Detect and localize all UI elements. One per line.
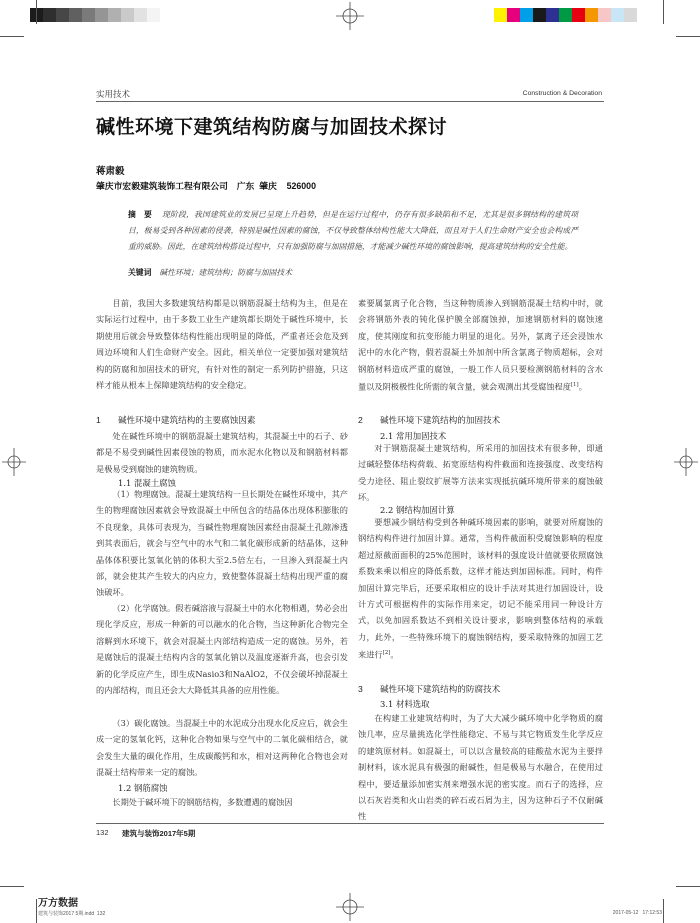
common-reinforcement-text: 对于钢筋混凝土建筑结构，所采用的加固技术有很多种，即通过碱轻整体结构荷载、拓宽原结构构件截面和连接强度、改变结构受力途径、阻止裂纹扩展等方法来实现抵抗碱环境所带来的腐蚀破坏。 [358,443,603,503]
color-swatch [624,8,637,22]
physical-corrosion-text: （1）物理腐蚀。混凝土建筑结构一旦长期处在碱性环境中，其产生的物理腐蚀因素就会导致混凝土中所包含的结晶体出现体积膨胀的不良现象，具体可表现为，当碱性物理腐蚀因素经由混凝土孔隙渗透到其表面后，就会与空气中的水气和二氧化碳形成新的结晶体，这种晶体体积要比氢氧化钠的体积大至2.5倍左右，一旦渗入到混凝土内部，就会使其产生较大的内应力，致使整体混凝土结构出现严重的腐蚀破坏。 [96,489,348,598]
section-1-2-heading: 1.2 钢筋腐蚀 [118,783,168,793]
color-swatch [598,8,611,22]
color-swatch [572,8,585,22]
color-swatch [585,8,598,22]
footer-rule [96,823,604,824]
steel-calculation-text: 要想减少钢结构受到各种碱环境因素的影响，就要对所腐蚀的钢结构构件进行加固计算。通常，当构件截面积受腐蚀影响的程度超过原截面面积的25%范围时，该材料的强度设计值就要依照腐蚀系数来乘以相应的降低系数，这样才能达到加固标准。同时，构件加固计算完毕后，还要采取相应的设计手法对其进行加固设计，设计方式可根据构件的实际作用来定，切记不能采用同一种设计方式，以免加固系数达不到相关设计要求，影响到整体结构的承载力，此外，一些特殊环境下的腐蚀钢结构，要采取特殊的加固工艺来进行 [358,517,603,660]
crop-mark [676,886,700,887]
section-2-1-heading: 2.1 常用加固技术 [380,431,447,441]
common-reinforcement-block [358,440,603,506]
rebar-continued-block [358,295,603,395]
chemical-corrosion-text: （2）化学腐蚀。假若碱溶液与混凝土中的水化物相遇，势必会出现化学反应，形成一种新的可以融水的化合物，当这种新化合物完全溶解到水环境下，就会对混凝土内部结构造成一定的腐蚀。另外，若是腐蚀后的混凝土结构内含的氢氧化钠以及温度逐渐升高，也会引发新的化学反应产生，即生成Nasio3和NaAlO2，不仅会破坏掉混凝土的内部结构，而且还会大大降低其具备的应用性能。 [96,603,348,696]
gray-swatch [147,8,160,22]
running-header-english: Construction & Decoration [522,90,602,97]
chemical-corrosion-block [96,600,348,698]
steel-calculation-block [358,514,603,663]
citation-2: [2] [382,650,391,657]
citation-1: [1] [570,382,579,389]
crop-mark [0,886,24,887]
color-swatch [533,8,546,22]
steel-calculation-paragraph: 要想减少钢结构受到各种碱环境因素的影响，就要对所腐蚀的钢结构构件进行加固计算。通常，当构件截面积受腐蚀影响的程度超过原截面面积的25%范围时，该材料的强度设计值就要依照腐蚀系数来乘以相应的降低系数，这样才能达到加固标准。同时，构件加固计算完毕后，还要采取相应的设计手法对其进行加固设计，设计方式可根据构件的实际作用来定，切记不能采用同一种设计方式，以免加固系数达不到相关设计要求，影响到整体结构的承载力，此外，一些特殊环境下的腐蚀钢结构，要采取特殊的加固工艺来进行[2]。 [358,517,603,660]
crop-mark [676,36,700,37]
gray-swatch [69,8,82,22]
color-swatch [546,8,559,22]
section-3-heading: 3 碱性环境下建筑结构的防腐技术 [358,684,501,694]
footer-journal-name: 建筑与装饰2017年5期 [122,829,196,838]
rebar-continued-text: 素要属氯离子化合物，当这种物质渗入到钢筋混凝土结构中时，就会将钢筋外表的钝化保护膜全部腐蚀掉，加速钢筋材料的腐蚀速度，使其刚度和抗变形能力明显的退化。另外，氯离子还会浸蚀水泥中的水化产物，假若混凝土外加剂中所含氯离子物质超标，会对钢筋材料造成严重的腐蚀，一般工作人员只要检测钢筋材料的含水量以及阴极极性化所需的氧含量，就会观测出其受腐蚀程度 [358,298,603,392]
section-3-1-heading: 3.1 材料选取 [380,699,430,709]
color-swatch [494,8,507,22]
crop-mark [663,899,664,923]
article-title: 碱性环境下建筑结构防腐与加固技术探讨 [96,117,448,138]
author-name: 蒋肃毅 [96,166,125,177]
keywords-text: 碱性环境；建筑结构；防腐与加固技术 [159,268,292,277]
crop-mark [663,0,664,24]
wanfang-logo: 万方数据 [38,898,78,909]
physical-corrosion-block [96,486,348,601]
rebar-corrosion-text: 长期处于碱环境下的钢筋结构，多数遭遇的腐蚀因 [112,797,293,807]
gray-swatch [121,8,134,22]
color-swatch [611,8,624,22]
carbonation-block [96,715,348,781]
material-selection-block [358,710,603,825]
material-selection-text: 在构建工业建筑结构时，为了大大减少碱环境中化学物质的腐蚀几率，应尽量挑选化学性能稳定、不易与其它物质发生化学反应的建筑原材料。如混凝土，可以以含量较高的硅酸盐水泥为主要拌制材料，该水泥具有极强的耐碱性，但是极易与水融合，在使用过程中，要适量添加密实剂来增强水泥的密实度。而石子的选择，应以石灰岩类和火山岩类的碎石或石屑为主，因为这种石子不仅耐碱性 [358,713,603,822]
keywords-block [128,267,292,278]
intro-text: 目前，我国大多数建筑结构都是以钢筋混凝土结构为主，但是在实际运行过程中，由于多数工业生产建筑都长期处于碱性环境中，长期使用后就会导致整体结构性能出现明显的降低，严重者还会危及到周边环境和人们生命财产安全。因此，相关单位一定要加强对建筑结构的防腐和加固技术的研究，有针对性的制定一系列防护措施，只这样才能从根本上保障建筑结构的安全稳定。 [96,298,348,391]
author-affiliation: 肇庆市宏毅建筑装饰工程有限公司 广东 肇庆 526000 [96,181,316,191]
footer-page-number: 132 [96,828,109,837]
crop-mark [0,36,24,37]
registration-mark-bottom [336,893,364,921]
rebar-continued-paragraph: 素要属氯离子化合物，当这种物质渗入到钢筋混凝土结构中时，就会将钢筋外表的钝化保护膜全部腐蚀掉，加速钢筋材料的腐蚀速度，使其刚度和抗变形能力明显的退化。另外，氯离子还会浸蚀水泥中的水化产物，假若混凝土外加剂中所含氯离子物质超标，会对钢筋材料造成严重的腐蚀，一般工作人员只要检测钢筋材料的含水量以及阴极极性化所需的氧含量，就会观测出其受腐蚀程度[1]。 [358,298,603,392]
color-swatch [507,8,520,22]
abstract-block [128,207,578,254]
gray-swatch [82,8,95,22]
section-2-2-heading: 2.2 钢结构加固计算 [380,505,455,515]
section-1-intro [96,428,348,477]
header-rule [96,101,604,102]
gray-swatch [134,8,147,22]
registration-mark-right [674,448,698,476]
crop-mark [36,899,37,923]
registration-mark-left [2,448,26,476]
crop-mark [36,0,37,24]
section-1-heading: 1 碱性环境中建筑结构的主要腐蚀因素 [96,415,256,425]
color-swatch [559,8,572,22]
abstract-text: 现阶段，我国建筑业的发展已呈现上升趋势，但是在运行过程中，仍存有很多缺陷和不足，尤其是很多钢结构的建筑项目，极易受到各种因素的侵袭，特别是碱性因素的腐蚀，不仅导致整体结构性能大大降低，而且对于人们生命财产安全也会构成严重的威胁。因此，在建筑结构搭设过程中，只有加强防腐与加固措施，才能减少碱性环境的腐蚀影响，提高建筑结构的安全性能。 [128,210,578,251]
color-swatch [520,8,533,22]
running-header-section: 实用技术 [96,89,131,99]
slug-file-info: 建筑与装饰2017 5期.indd 132 [38,911,106,917]
intro-paragraph [96,295,348,393]
section-2-heading: 2 碱性环境下建筑结构的加固技术 [358,415,501,425]
registration-mark-top [336,2,364,30]
gray-swatch [108,8,121,22]
gray-swatch [95,8,108,22]
gray-swatch [56,8,69,22]
abstract-label: 摘 要 [128,210,153,219]
gray-swatch [43,8,56,22]
slug-timestamp: 2017-05-12 17:12:53 [612,910,662,916]
section-1-1-heading: 1.1 混凝土腐蚀 [118,478,176,488]
keywords-label: 关键词 [128,268,152,277]
carbonation-text: （3）碳化腐蚀。当混凝土中的水泥成分出现水化反应后，就会生成一定的氢氧化钙，这种化合物如果与空气中的二氧化碳相结合，就会发生大量的碳化作用，生成碳酸钙和水，相对这两种化合物也会对混凝土结构带来一定的腐蚀。 [96,718,348,778]
section-1-text: 处在碱性环境中的钢筋混凝土建筑结构，其混凝土中的石子、砂都是不易受到碱性因素侵蚀的物质，而水泥水化物以及和钢筋材料都是极易受到腐蚀的建筑物质。 [96,431,348,474]
rebar-corrosion-block [96,794,348,810]
